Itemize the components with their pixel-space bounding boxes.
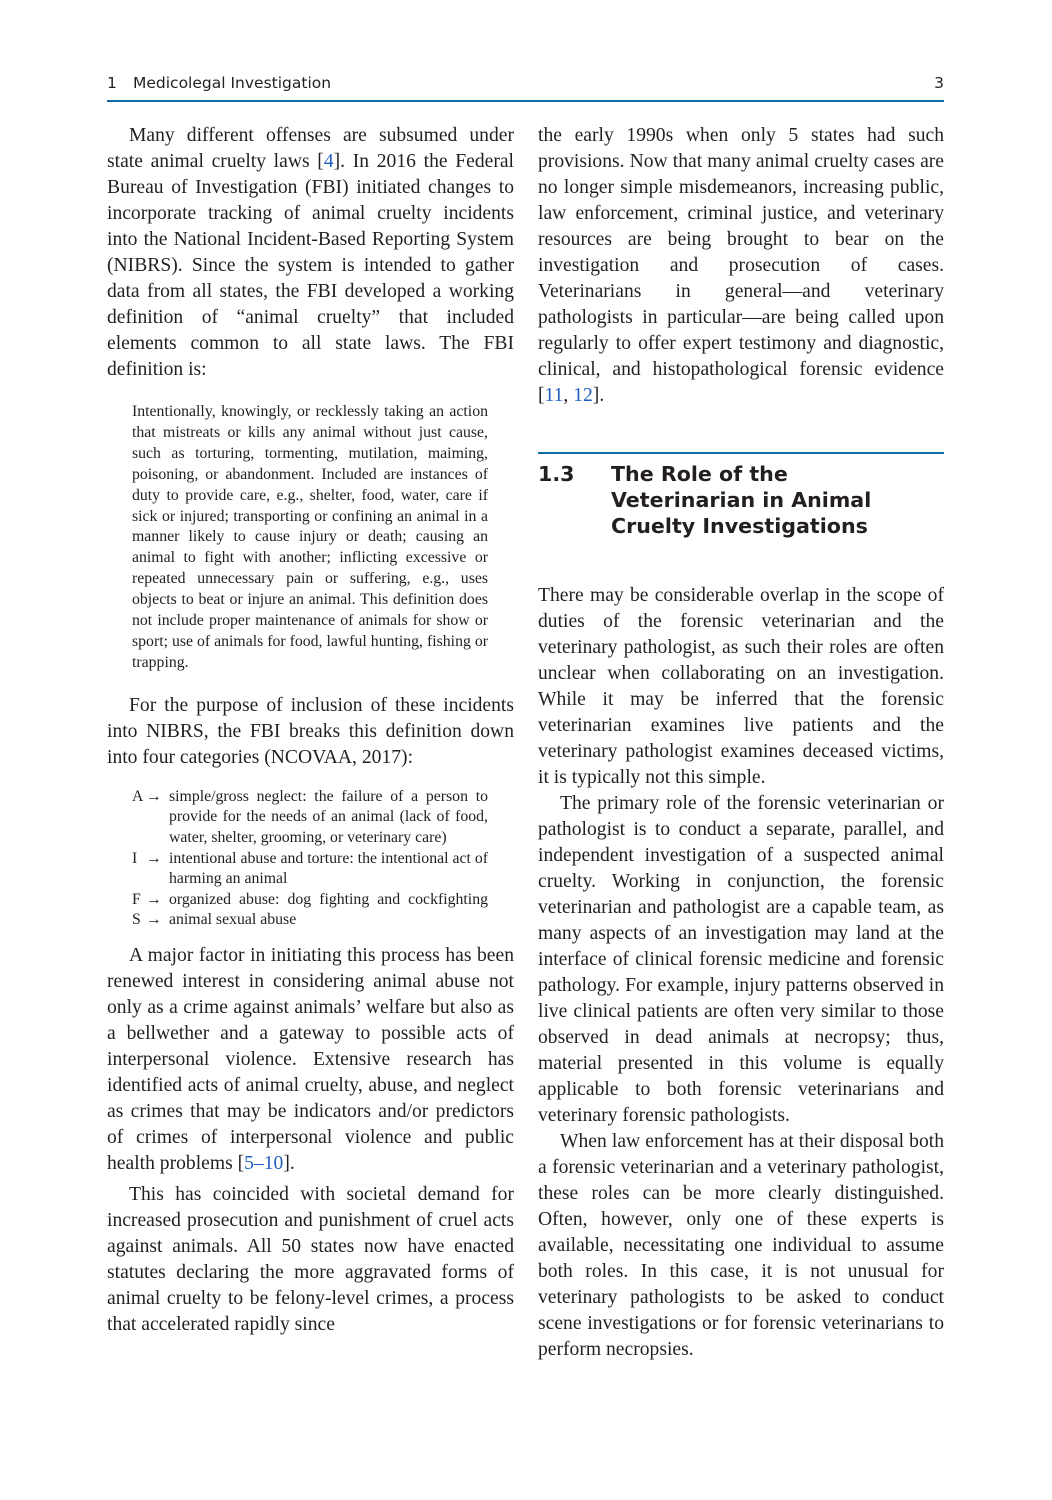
- arrow-icon: →: [146, 787, 162, 805]
- text-run: ].: [283, 1152, 295, 1174]
- section-divider: [538, 452, 944, 454]
- category-item: [132, 849, 488, 890]
- section-heading: [538, 461, 944, 551]
- text-run: ,: [563, 385, 574, 406]
- text-run: A major factor in initiating this process has been renewed interest in considering animal abuse not only as a crime against animals’ welfare but also as a bellwether and a gateway to possible acts of interpersonal violence. Extensive research has identified acts of animal cruelty, abuse, and neglect as crimes that may be indicators and/or predictors of crimes of interpersonal violence and public health problems [: [107, 944, 514, 1174]
- left-column: [107, 123, 514, 1338]
- paragraph-major-factor: [107, 943, 514, 1177]
- paragraph-continued: [538, 123, 944, 409]
- arrow-icon: →: [146, 849, 162, 867]
- citation-link[interactable]: 12: [573, 385, 593, 406]
- category-item: [132, 787, 488, 849]
- running-header: [107, 72, 944, 102]
- paragraph-primary-role: The primary role of the forensic veterinarian or pathologist is to conduct a separate, parallel, and independent investigation of a suspected animal cruelty. Working in conjunction, the forensic veterinarian and pathologist are a capable team, as many aspects of an investigation may land at the interface of clinical forensic medicine and forensic pathology. For example, injury patterns observed in live clinical patients are often very similar to those observed in dead animals at necropsy; thus, material presented in this volume is equally applicable to both forensic veterinarians and veterinary forensic pathologists.: [538, 793, 944, 1126]
- text-run: the early 1990s when only 5 states had such provisions. Now that many animal cruelty cases are no longer simple misdemeanors, increasing public, law enforcement, criminal justice, and veterinary resources are being brought to bear on the investigation and prosecution of cases. Veterinarians in general—and veterinary pathologists in particular—are being called upon regularly to offer expert testimony and diagnostic, clinical, and histopathological forensic evidence [: [538, 125, 944, 406]
- fbi-definition-quote: Intentionally, knowingly, or recklessly taking an action that mistreats or kills any animal without just cause, such as torturing, tormenting, mutilation, maiming, poisoning, or abandonment. Included are instances of duty to provide care, e.g., shelter, food, water, care if sick or injured; transporting or confining an animal in a manner likely to cause injury or death; causing an animal to fight with another; inflicting excessive or repeated unnecessary pain or suffering, e.g., uses objects to beat or injure an animal. This definition does not include proper maintenance of animals for show or sport; use of animals for food, lawful hunting, fishing or trapping.: [132, 403, 488, 671]
- paragraph-offenses: [107, 123, 514, 383]
- category-definition: simple/gross neglect: the failure of a person to provide for the needs of an animal (lack of food, water, shelter, grooming, or veterinary care): [169, 787, 488, 846]
- citation-link[interactable]: 11: [544, 385, 564, 406]
- chapter-number: 1: [107, 74, 117, 92]
- category-definition: animal sexual abuse: [169, 911, 297, 929]
- category-letter: I: [132, 849, 138, 867]
- citation-link[interactable]: 5–10: [244, 1152, 284, 1174]
- citation-link[interactable]: 4: [323, 151, 334, 172]
- text-run: ].: [592, 385, 605, 406]
- category-letter: A: [132, 787, 144, 805]
- section-title: The Role of the Veterinarian in Animal Cruelty Investigations: [611, 462, 872, 538]
- text-run: Many different offenses are subsumed under state animal cruelty laws [: [107, 125, 514, 172]
- category-definition: organized abuse: dog fighting and cockfighting: [169, 890, 488, 908]
- arrow-icon: →: [146, 911, 162, 929]
- paragraph-societal-demand: This has coincided with societal demand for increased prosecution and punishment of cruel acts against animals. All 50 states now have enacted statutes declaring the more aggravated forms of animal cruelty to be felony-level crimes, a process that accelerated rapidly since: [107, 1183, 514, 1335]
- category-definition: intentional abuse and torture: the intentional act of harming an animal: [169, 849, 488, 888]
- text-run: ]. In 2016 the Federal Bureau of Investigation (FBI) initiated changes to incorporate tracking of animal cruelty incidents into the National Incident-Based Reporting System (NIBRS). Since the system is intended to gather data from all states, the FBI developed a working definition of “animal cruelty” that included elements common to all state laws. The FBI definition is:: [107, 151, 514, 380]
- paragraph-law-enforcement: When law enforcement has at their disposal both a forensic veterinarian and a veterinary pathologist, these roles can be more clearly distinguished. Often, however, only one of these experts is available, necessitating one individual to assume both roles. In this case, it is not unusual for veterinary pathologists to be asked to conduct scene investigations or for forensic veterinarians to perform necropsies.: [538, 1131, 944, 1360]
- section-number: 1.3: [538, 462, 575, 486]
- category-item: [132, 910, 488, 931]
- paragraph-nibrs-categories: For the purpose of inclusion of these incidents into NIBRS, the FBI breaks this definition down into four categories (NCOVAA, 2017):: [107, 694, 514, 768]
- category-list: [132, 787, 488, 931]
- paragraph-overlap: There may be considerable overlap in the scope of duties of the forensic veterinarian and the veterinary pathologist, as such their roles are often unclear when collaborating on an investigation. While it may be inferred that the forensic veterinarian examines live patients and the veterinary pathologist examines deceased victims, it is typically not this simple.: [538, 585, 944, 788]
- page-number: 3: [934, 74, 944, 92]
- chapter-title: Medicolegal Investigation: [133, 74, 332, 92]
- arrow-icon: →: [146, 890, 162, 908]
- category-item: [132, 890, 488, 911]
- category-letter: S: [132, 911, 141, 929]
- right-column: [538, 123, 944, 1363]
- category-letter: F: [132, 890, 141, 908]
